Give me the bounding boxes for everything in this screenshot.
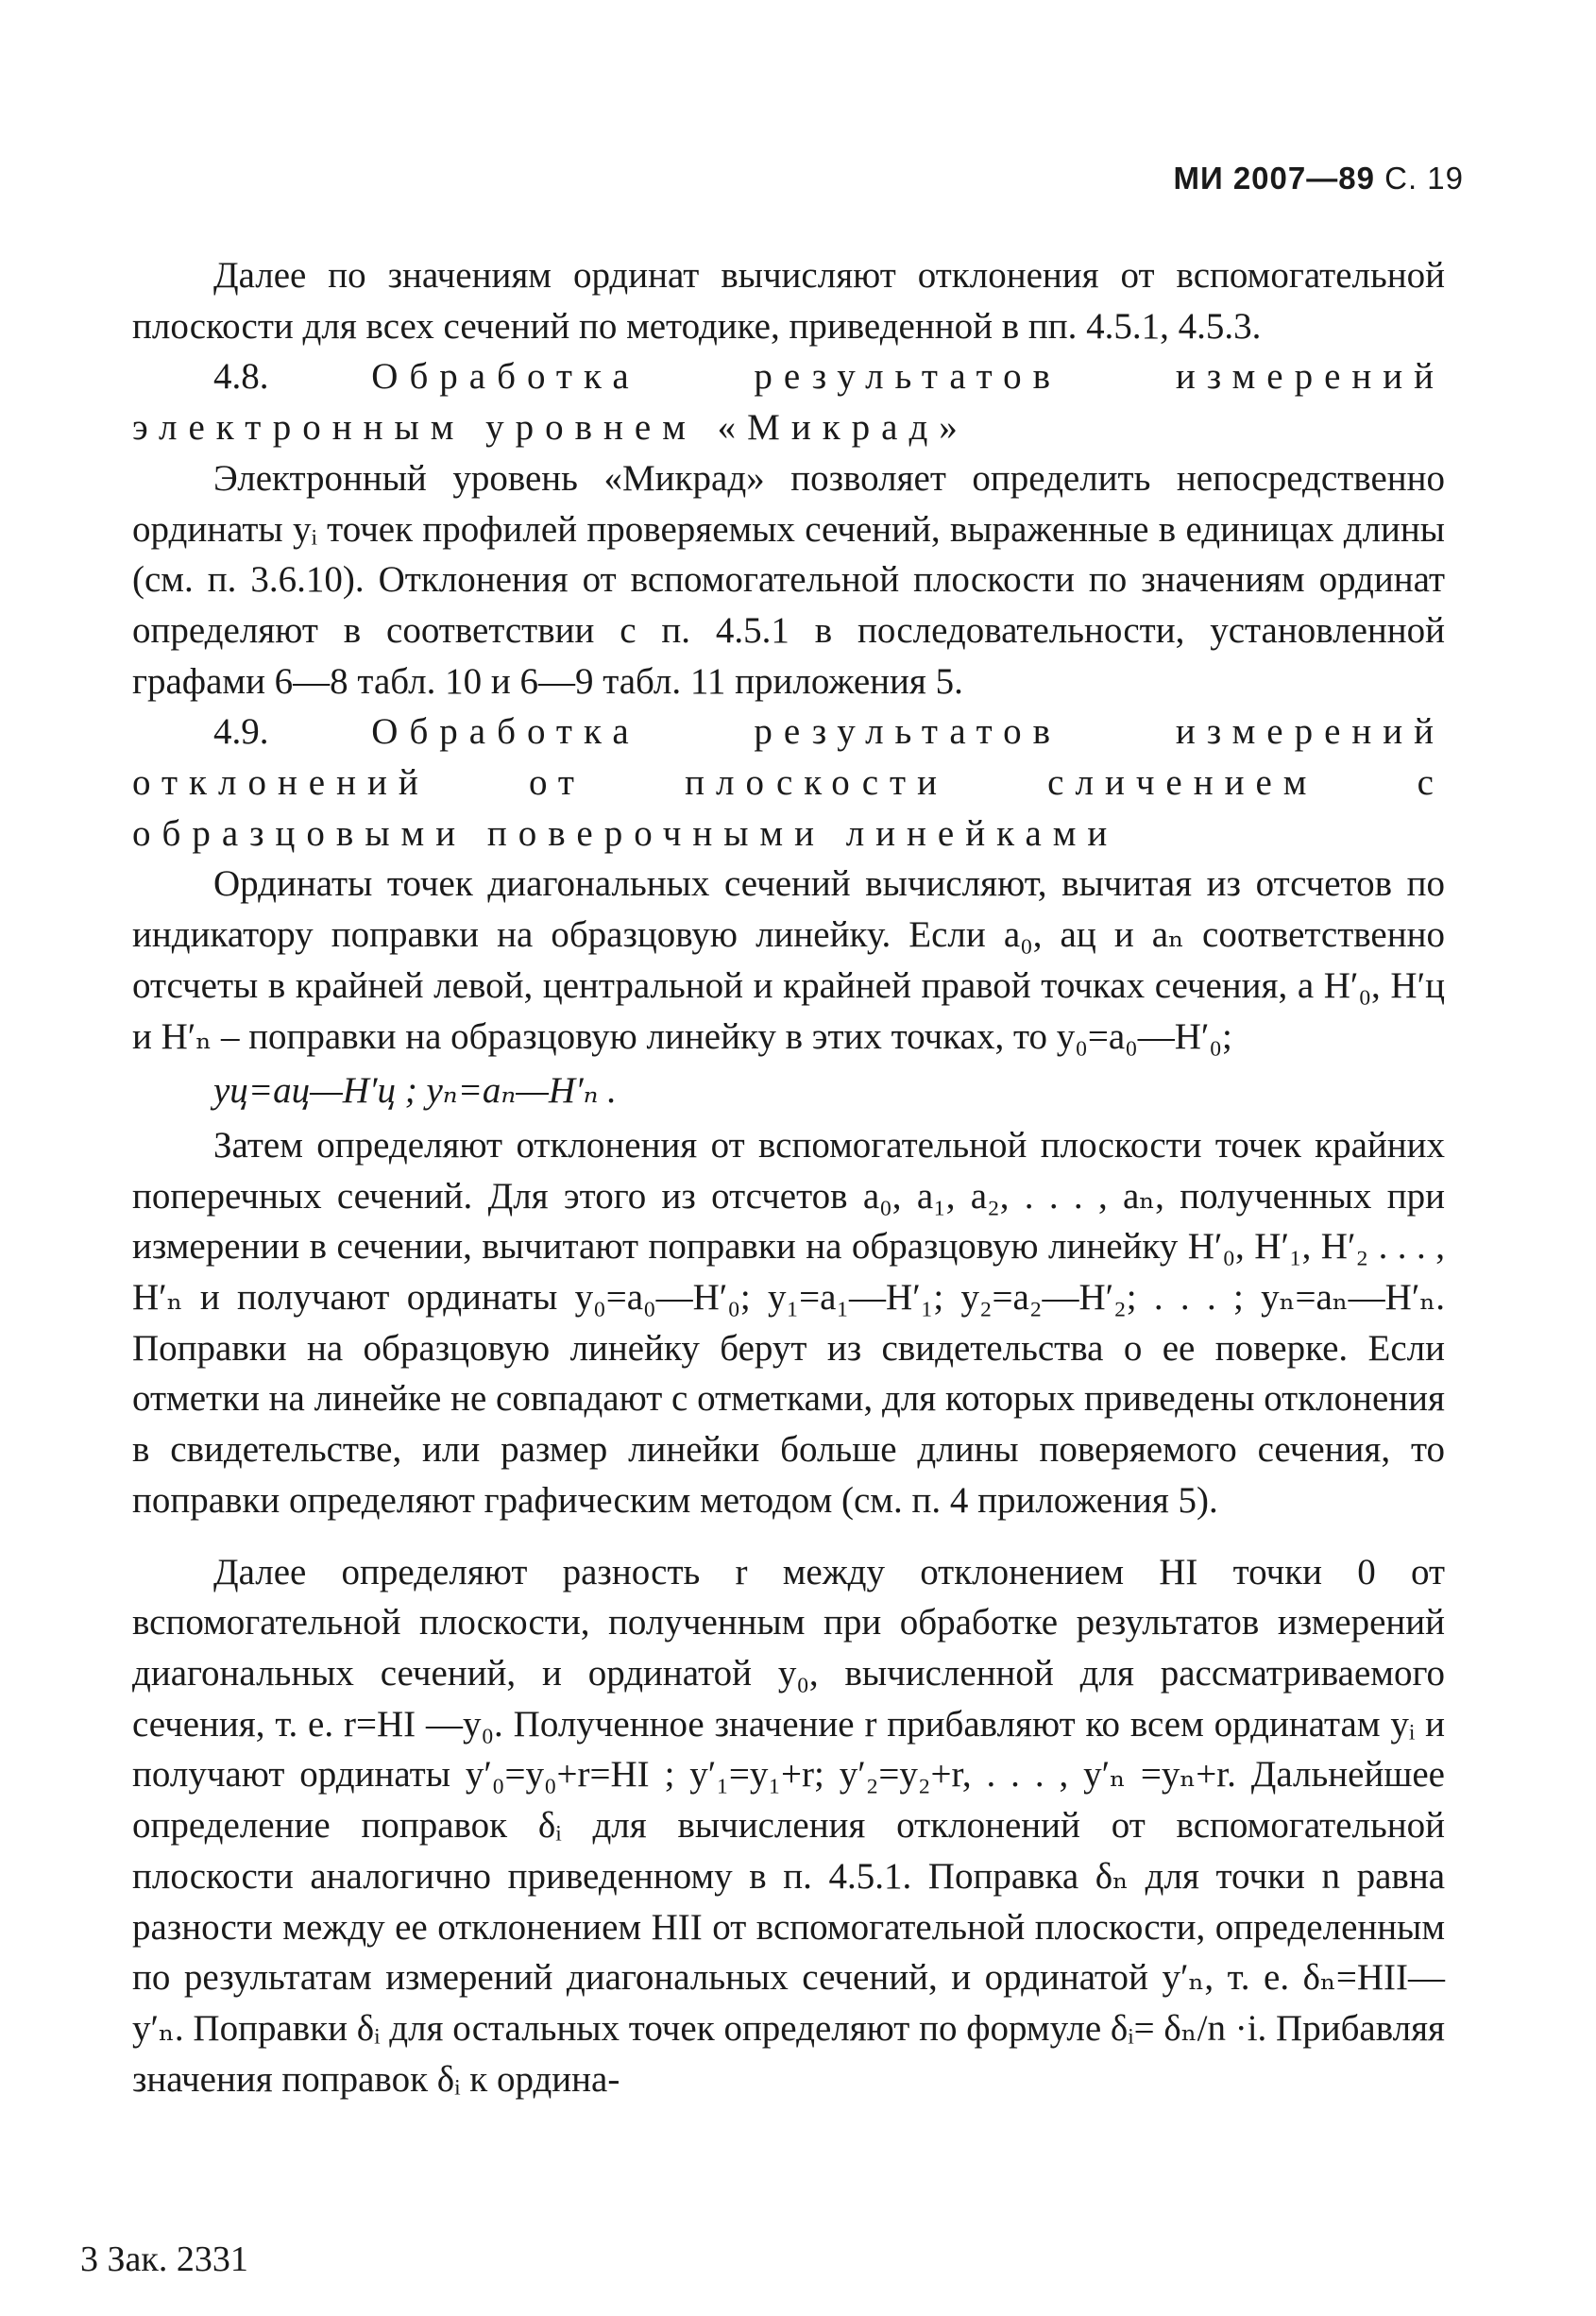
section-4-9-heading bbox=[132, 707, 1445, 859]
formula-diagonal: yц=aц—H′ц ; yₙ=aₙ—H′ₙ . bbox=[213, 1070, 617, 1112]
section-4-9-number: 4.9. bbox=[213, 711, 269, 753]
paragraph-transverse: Затем определяют отклонения от вспомогательной плоскости точек крайних поперечных сечений. Для этого из отсчетов a₀, a₁, a₂, . . . , aₙ, полученных при измерении в сечении, вычитают поправки на образцовую линейку H′₀, H′₁, H′₂ . . . , H′ₙ и получают ординаты y₀=a₀—H′₀; y₁=a₁—H′₁; y₂=a₂—H′₂; . . . ; yₙ=aₙ—H′ₙ. Поправки на образцовую линейку берут из свидетельства о ее поверке. Если отметки на линейке не совпадают с отметками, для которых приведены отклонения в свидетельстве, или размер линейки больше длины поверяемого сечения, то поправки определяют графическим методом (см. п. 4 приложения 5). bbox=[132, 1124, 1445, 1521]
section-4-9-title: Обработка результатов измерений отклонений от плоскости сличением с образцовыми поверочными линейками bbox=[132, 711, 1446, 854]
page-number: С. 19 bbox=[1384, 161, 1464, 196]
paragraph-mikrad: Электронный уровень «Микрад» позволяет определить непосредственно ординаты yᵢ точек профилей проверяемых сечений, выраженные в единицах длины (см. п. 3.6.10). Отклонения от вспомогательной плоскости по значениям ординат определяют в соответствии с п. 4.5.1 в последовательности, установленной графами 6—8 табл. 10 и 6—9 табл. 11 приложения 5. bbox=[132, 457, 1445, 702]
document-body bbox=[132, 250, 1445, 2104]
section-4-8-heading bbox=[132, 351, 1445, 452]
section-4-8-number: 4.8. bbox=[213, 356, 269, 398]
page-footer: 3 Зак. 2331 bbox=[80, 2239, 248, 2279]
page-header bbox=[1173, 161, 1464, 196]
section-4-8-title: Обработка результатов измерений электронным уровнем «Микрад» bbox=[132, 356, 1446, 449]
paragraph-difference: Далее определяют разность r между отклонением HI точки 0 от вспомогательной плоскости, полученным при обработке результатов измерений диагональных сечений, и ординатой y₀, вычисленной для рассматриваемого сечения, т. е. r=HI —y₀. Полученное значение r прибавляют ко всем ординатам yᵢ и получают ординаты y′₀=y₀+r=HI ; y′₁=y₁+r; y′₂=y₂+r, . . . , y′ₙ =yₙ+r. Дальнейшее определение поправок δᵢ для вычисления отклонений от вспомогательной плоскости аналогично приведенному в п. 4.5.1. Поправка δₙ для точки n равна разности между ее отклонением HII от вспомогательной плоскости, определенным по результатам измерений диагональных сечений, и ординатой y′ₙ, т. е. δₙ=HII—y′ₙ. Поправки δᵢ для остальных точек определяют по формуле δᵢ= δₙ/n ·i. Прибавляя значения поправок δᵢ к ордина- bbox=[132, 1551, 1445, 2100]
paragraph-intro: Далее по значениям ординат вычисляют отклонения от вспомогательной плоскости для всех сечений по методике, приведенной в пп. 4.5.1, 4.5.3. bbox=[132, 255, 1445, 347]
paragraph-diagonal: Ординаты точек диагональных сечений вычисляют, вычитая из отсчетов по индикатору поправки на образцовую линейку. Если a₀, aц и aₙ соответственно отсчеты в крайней левой, центральной и крайней правой точках сечения, а H′₀, H′ц и H′ₙ – поправки на образцовую линейку в этих точках, то y₀=a₀—H′₀; bbox=[132, 863, 1445, 1057]
document-code: МИ 2007—89 bbox=[1173, 161, 1375, 196]
